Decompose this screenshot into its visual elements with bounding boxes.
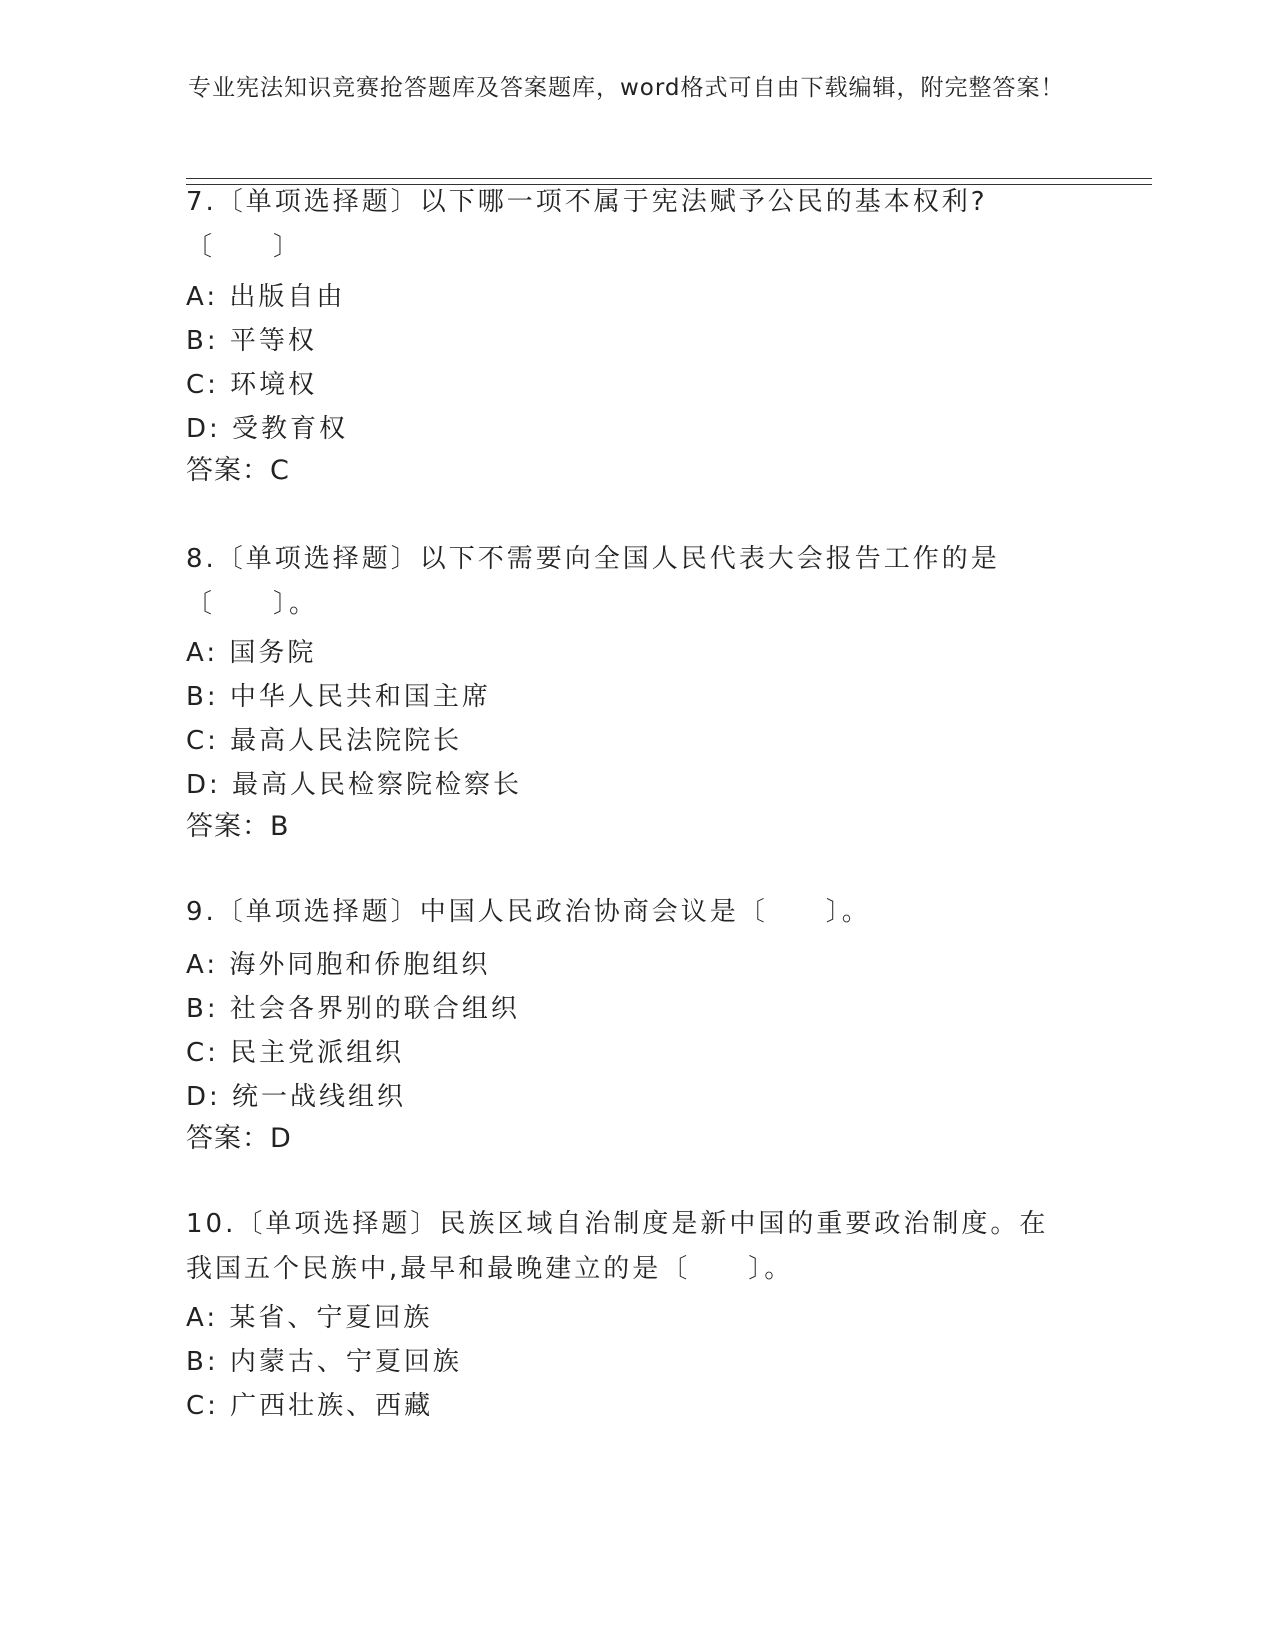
question-9-answer: 答案：D <box>186 1123 292 1154</box>
question-8-option-c: C: 最高人民法院院长 <box>186 726 463 756</box>
question-7-option-a: A: 出版自由 <box>186 282 346 312</box>
question-10-option-c: C: 广西壮族、西藏 <box>186 1391 434 1421</box>
question-8-option-a: A: 国务院 <box>186 638 317 668</box>
question-9-option-a: A: 海外同胞和侨胞组织 <box>186 950 491 980</box>
question-8-option-b: B: 中华人民共和国主席 <box>186 682 491 712</box>
question-7-option-c: C: 环境权 <box>186 370 318 400</box>
document-header: 专业宪法知识竞赛抢答题库及答案题库，word格式可自由下载编辑，附完整答案！ <box>188 75 1065 101</box>
question-9-option-c: C: 民主党派组织 <box>186 1038 405 1068</box>
question-7-answer: 答案：C <box>186 455 290 486</box>
question-7-option-d: D: 受教育权 <box>186 414 349 444</box>
question-7-option-b: B: 平等权 <box>186 326 317 356</box>
question-10-option-a: A: 某省、宁夏回族 <box>186 1303 433 1333</box>
question-9-text: 9.〔单项选择题〕中国人民政治协商会议是〔 〕。 <box>186 897 871 927</box>
question-8-text: 8.〔单项选择题〕以下不需要向全国人民代表大会报告工作的是〔 〕。 <box>186 544 1000 619</box>
question-8-answer: 答案：B <box>186 811 290 842</box>
question-10-option-b: B: 内蒙古、宁夏回族 <box>186 1347 462 1377</box>
question-8-option-d: D: 最高人民检察院检察长 <box>186 770 523 800</box>
question-9-option-d: D: 统一战线组织 <box>186 1082 407 1112</box>
question-10-text: 10.〔单项选择题〕民族区域自治制度是新中国的重要政治制度。在我国五个民族中,最早和最晚建立的是〔 〕。 <box>186 1209 1049 1284</box>
question-9-option-b: B: 社会各界别的联合组织 <box>186 994 520 1024</box>
question-7-text: 7.〔单项选择题〕以下哪一项不属于宪法赋予公民的基本权利?〔 〕 <box>186 187 988 262</box>
